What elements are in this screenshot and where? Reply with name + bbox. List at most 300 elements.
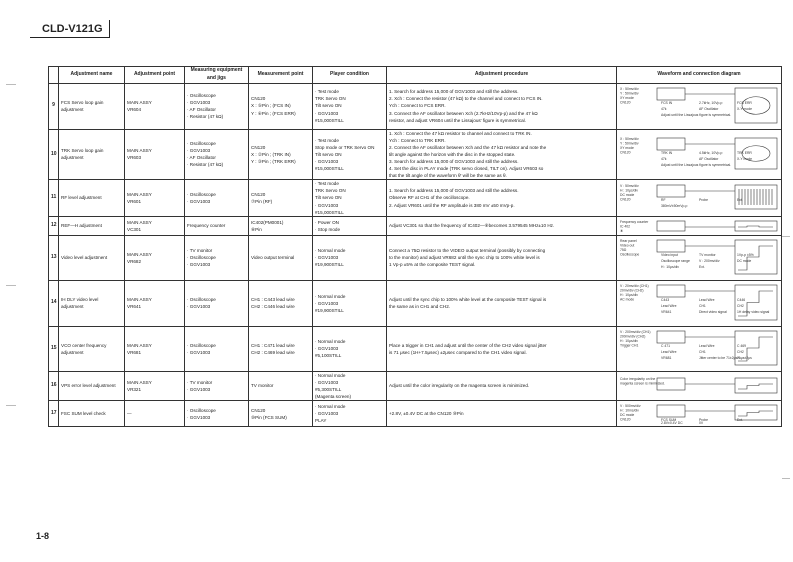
diagram-label: CH2: [737, 303, 744, 308]
diagram-label: FCS IN: [661, 100, 673, 105]
player-condition-line: #5,100STILL: [315, 353, 342, 359]
row-number: 13: [49, 235, 59, 280]
player-condition-line: TRK Servo ON: [315, 96, 346, 102]
diagram-label: 380mV±50mVp-p: [661, 204, 688, 209]
adjustment-procedure-line: 2. Adjust VR601 until the RF amplitude is 380 mV ±50 mVp-p.: [389, 202, 515, 208]
waveform-cell: [617, 129, 782, 180]
player-condition-line: PLAY: [315, 418, 327, 424]
diagram-label: Video out: [620, 243, 635, 248]
waveform-diagram: [617, 401, 782, 426]
player-condition: [313, 280, 387, 326]
margin-mark: [782, 478, 790, 479]
diagram-label: CN120: [620, 417, 631, 422]
row-number: 15: [49, 326, 59, 371]
adjustment-procedure-line: tilt angle against the horizon with the disc in the stopped state.: [389, 151, 516, 157]
diagram-label: RF: [661, 198, 666, 203]
diagram-label: CH2: [737, 349, 744, 354]
waveform-diagram: [617, 236, 782, 280]
player-condition-line: #19,900STILL: [315, 262, 344, 268]
diagram-label: 71μs±2μs: [737, 355, 752, 360]
adjustment-point: [125, 401, 185, 427]
diagram-label: C 471: [661, 343, 671, 348]
adjustment-name-line: FCS Servo loop gain: [61, 99, 104, 105]
row-number: 11: [49, 180, 59, 217]
adjustment-name: [59, 401, 125, 427]
player-condition-line: · Test mode: [315, 181, 339, 187]
adjustment-table: [48, 66, 782, 427]
adjustment-procedure-line: Adjust until the color irregularity on the magenta screen is minimized.: [389, 383, 530, 389]
adjustment-point: [125, 180, 185, 217]
adjustment-procedure-line: Ych : Connect to TRK ERR.: [389, 137, 446, 143]
player-condition: [313, 83, 387, 129]
player-condition: [313, 326, 387, 371]
diagram-label: Adjust until the Lissajous figure is symmetrical.: [661, 112, 732, 117]
adjustment-procedure-line: Ych : Connect to FCS ERR.: [389, 103, 446, 109]
player-condition-line: Stop mode or TRK Servo ON: [315, 144, 375, 150]
table-row: [49, 216, 782, 235]
player-condition: [313, 129, 387, 180]
diagram-label: 47k: [661, 106, 667, 111]
diagram-label: 2.7kHz, 10Vp-p: [699, 100, 723, 105]
diagram-label: Y : 50mv/div: [620, 141, 639, 146]
adjustment-name-line: Video level adjustment: [61, 255, 108, 261]
adjustment-point-line: MAIN ASSY: [127, 148, 152, 154]
diagram-label: H : 10μs/div: [620, 188, 638, 193]
measuring-equipment-line: · GGV1003: [187, 262, 211, 268]
measurement-point-line: ⑧Pin: [251, 226, 262, 232]
waveform-diagram: [617, 217, 782, 235]
measuring-equipment-line: · Oscilloscope: [187, 297, 216, 303]
lissajous-trace: [742, 96, 770, 114]
row-number: 17: [49, 401, 59, 427]
col-header: Measurement point: [249, 67, 313, 84]
adjustment-point: [125, 216, 185, 235]
measurement-point: [249, 371, 313, 400]
measurement-point: [249, 216, 313, 235]
player-condition-line: · Stop mode: [315, 226, 341, 232]
diagram-label: CN120: [620, 100, 631, 104]
diagram-label: V : 200mv/div: [699, 258, 720, 263]
waveform-cell: [617, 180, 782, 217]
diagram-label: Probe: [699, 418, 709, 423]
diagram-label: 4.5kHz, 10Vp-p: [699, 150, 723, 155]
adjustment-point-line: VR682: [127, 258, 142, 264]
diagram-label: Probe: [699, 198, 709, 203]
diagram-label: Adjust until the Lissajous figure is symmetrical.: [661, 162, 732, 167]
adjustment-point-line: VR321: [127, 387, 142, 393]
measurement-point-line: Y : ⑥Pin ; (FCS ERR): [251, 110, 296, 116]
adjustment-procedure-line: the same as in CH1 and CH2.: [389, 304, 451, 310]
table-row: [49, 371, 782, 400]
adjustment-point-line: MAIN ASSY: [127, 379, 152, 385]
diagram-label: C 469: [737, 343, 747, 348]
table-header-row: [49, 67, 782, 84]
player-condition-line: · GGV1003: [315, 300, 339, 306]
diagram-label: V : 50mv/div: [620, 184, 639, 189]
diagram-label: V : 500mv/div: [620, 404, 641, 409]
player-condition-line: #19,900STILL: [315, 307, 344, 313]
diagram-label: C446: [737, 297, 746, 302]
diagram-label: TRK ERR: [737, 150, 752, 155]
adjustment-procedure-line: to the monitor) and adjust VR682 until the sync chip to 100% white level is: [389, 255, 540, 261]
adjustment-name-line: IH DLY video level: [61, 297, 99, 303]
diagram-label: 2.8V±0.4V DC: [661, 421, 683, 426]
table-row: [49, 129, 782, 180]
scope-screen: [735, 88, 777, 123]
connector-box: [657, 240, 685, 252]
table-row: [49, 326, 782, 371]
diagram-label: Color irregularity on the: [620, 376, 656, 381]
connector-box: [657, 138, 685, 150]
player-condition-line: · Power ON: [315, 219, 339, 225]
row-number: 14: [49, 280, 59, 326]
adjustment-name: [59, 216, 125, 235]
waveform-diagram: [617, 181, 782, 215]
measuring-equipment-line: · AF Oscillator: [187, 155, 216, 161]
adjustment-procedure-line: Connect a 75Ω resistor to the VIDEO output terminal (possibly by connecting: [389, 248, 546, 254]
adjustment-procedure-line: Place a trigger in CH1 and adjust until the center of the CH2 video signal jitter: [389, 342, 547, 348]
measurement-point-line: Video output terminal: [251, 255, 295, 261]
player-condition-line: Tilt servo ON: [315, 103, 342, 109]
player-condition-line: · Normal mode: [315, 339, 346, 345]
waveform-diagram: [617, 84, 782, 129]
measuring-equipment: [185, 326, 249, 371]
diagram-label: VR681: [661, 355, 672, 360]
player-condition-line: · GGV1003: [315, 255, 339, 261]
table-row: [49, 280, 782, 326]
adjustment-procedure-line: 4. Set the disc in PLAY mode (TRK servo closed, TILT on). Adjust VR603 so: [389, 166, 544, 172]
player-condition-line: (Magenta screen): [315, 394, 352, 400]
measurement-point: [249, 180, 313, 217]
player-condition-line: · Normal mode: [315, 248, 346, 254]
adjustment-point-line: VC301: [127, 226, 142, 232]
measuring-equipment-line: · GGV1003: [187, 387, 211, 393]
player-condition-line: #15,000STILL: [315, 117, 344, 123]
margin-mark: [6, 405, 16, 406]
diagram-label: FCS ERR: [737, 100, 752, 105]
measurement-point-line: X : ②Pin ; (TRK IN): [251, 151, 291, 157]
margin-mark: [6, 285, 16, 286]
adjustment-name-line: RF level adjustment: [61, 195, 102, 201]
measuring-equipment-line: · Oscilloscope: [187, 141, 216, 147]
connector-box: [657, 331, 685, 343]
adjustment-procedure: [387, 280, 617, 326]
measurement-point: [249, 326, 313, 371]
diagram-label: 200mv/div (CH2): [620, 334, 646, 339]
waveform-cell: [617, 371, 782, 400]
measurement-point-line: TV monitor: [251, 383, 274, 389]
diagram-label: TV monitor: [699, 252, 716, 257]
measuring-equipment-line: · GGV1003: [187, 304, 211, 310]
diagram-label: X : 50mv/div: [620, 86, 639, 91]
adjustment-name-line: VCO center frequency: [61, 342, 107, 348]
adjustment-name: [59, 326, 125, 371]
diagram-label: TRK IN: [661, 150, 673, 155]
connector-box: [657, 405, 685, 417]
adjustment-point-line: VR681: [127, 349, 142, 355]
adjustment-name-line: adjustment: [61, 155, 84, 161]
adjustment-point-line: MAIN ASSY: [127, 251, 152, 257]
measurement-point-line: CN120: [251, 407, 266, 413]
col-header: Waveform and connection diagram: [617, 67, 782, 84]
adjustment-name-line: VPS error level adjustment: [61, 383, 116, 389]
signal-trace: [738, 246, 773, 270]
waveform-diagram: [617, 327, 782, 371]
player-condition-line: · Normal mode: [315, 372, 346, 378]
adjustment-point-line: MAIN ASSY: [127, 219, 152, 225]
diagram-label: 75Ω: [620, 247, 627, 252]
measuring-equipment-line: · GGV1003: [187, 148, 211, 154]
measurement-point-line: CN120: [251, 96, 266, 102]
adjustment-name-line: TRK Servo loop gain: [61, 148, 104, 154]
adjustment-procedure-line: 1. Search for address 15,000 of GGV1003 and still the address.: [389, 89, 519, 95]
diagram-label: CH1: [699, 303, 706, 308]
measuring-equipment-line: · Oscilloscope: [187, 255, 216, 261]
waveform-diagram: [617, 281, 782, 326]
adjustment-procedure-line: that the tilt angle of the waveform θ' will be the same as θ.: [389, 173, 507, 179]
measuring-equipment: [185, 401, 249, 427]
adjustment-name: [59, 83, 125, 129]
measuring-equipment: [185, 280, 249, 326]
measurement-point-line: ⑦Pin (RF): [251, 199, 273, 205]
col-header: Adjustment procedure: [387, 67, 617, 84]
adjustment-procedure-line: Adjust VC301 so that the frequency of IC402—⑧becomes 3.579545 MHz±10 Hz.: [389, 223, 555, 229]
adjustment-procedure-line: 2. Connect the AF oscillator between Xch and the 47 kΩ resistor and note the: [389, 144, 547, 150]
diagram-label: Jitter center to be 71±2μsec: [699, 355, 741, 360]
measurement-point: [249, 129, 313, 180]
diagram-label: Lead Wire: [699, 297, 715, 302]
measuring-equipment: [185, 216, 249, 235]
diagram-label: Lead Wire: [661, 349, 677, 354]
connector-box: [657, 185, 685, 197]
table-row: [49, 180, 782, 217]
measuring-equipment-line: · Oscilloscope: [187, 407, 216, 413]
table-row: [49, 235, 782, 280]
waveform-cell: [617, 280, 782, 326]
adjustment-procedure-line: resistor, and adjust VR604 until the Lissajous' figure is symmetrical.: [389, 117, 526, 123]
adjustment-name-line: adjustment: [61, 107, 84, 112]
signal-trace: [738, 226, 773, 227]
col-header: Adjustment point: [125, 67, 185, 84]
adjustment-name: [59, 371, 125, 400]
diagram-label: X-Y mode: [737, 106, 753, 111]
diagram-label: V : 20mv/div (CH1): [620, 283, 649, 288]
player-condition: [313, 180, 387, 217]
diagram-label: 1H delay video signal: [737, 309, 770, 314]
measurement-point-line: CN120: [251, 144, 266, 150]
adjustment-procedure: [387, 180, 617, 217]
waveform-cell: [617, 216, 782, 235]
measurement-point: [249, 280, 313, 326]
measuring-equipment-line: · Resistor (47 kΩ): [187, 162, 224, 168]
player-condition: [313, 235, 387, 280]
measurement-point-line: CH2 : C469 lead wire: [251, 349, 295, 355]
player-condition-line: · Normal mode: [315, 404, 346, 410]
adjustment-point: [125, 129, 185, 180]
adjustment-procedure-line: Observe RF at CH1 of the oscilloscope.: [389, 195, 470, 201]
diagram-label: DC mode: [737, 258, 752, 263]
table-row: [49, 401, 782, 427]
diagram-label: CN120: [620, 150, 631, 155]
player-condition-line: · Normal mode: [315, 293, 346, 299]
diagram-label: XY mode: [620, 145, 634, 150]
measurement-point: [249, 235, 313, 280]
adjustment-point-line: VR603: [127, 155, 142, 161]
measuring-equipment-line: · TV monitor: [187, 379, 213, 385]
diagram-label: ⑧: [620, 228, 624, 233]
adjustment-name: [59, 235, 125, 280]
player-condition-line: · GGV1003: [315, 202, 339, 208]
adjustment-point: [125, 280, 185, 326]
diagram-label: 0V: [699, 421, 704, 426]
measurement-point: [249, 83, 313, 129]
diagram-label: FCS SUM: [661, 418, 677, 423]
diagram-label: Ext.: [699, 264, 705, 269]
measurement-point-line: ⑩Pin (FCS SUM): [251, 414, 287, 420]
adjustment-point: [125, 326, 185, 371]
model-title: CLD-V121G: [30, 20, 110, 38]
waveform-cell: [617, 83, 782, 129]
adjustment-name-line: adjustment: [61, 304, 84, 310]
player-condition-line: Tilt servo ON: [315, 195, 342, 201]
measurement-point-line: CH1 : C443 lead wire: [251, 297, 295, 303]
connector-box: [657, 221, 685, 231]
adjustment-procedure-line: 3. Connect the AF oscillator between Xch (2.7kHz/10Vp-p) and the 47 kΩ: [389, 110, 538, 116]
adjustment-procedure-line: Adjust until the sync chip to 100% white level at the composite TEST signal is: [389, 297, 547, 303]
measuring-equipment-line: · GGV1003: [187, 99, 211, 105]
diagram-label: Oscilloscope range: [661, 258, 690, 263]
player-condition-line: Tilt servo ON: [315, 151, 342, 157]
adjustment-point-line: MAIN ASSY: [127, 342, 152, 348]
diagram-label: Ext.: [737, 418, 743, 423]
diagram-label: Direct video signal: [699, 309, 727, 314]
measuring-equipment: [185, 129, 249, 180]
diagram-label: Rear panel: [620, 238, 637, 243]
diagram-label: Lead Wire: [661, 303, 677, 308]
row-number: 16: [49, 371, 59, 400]
diagram-label: C443: [661, 297, 670, 302]
col-header: Measuring equipment and jigs: [185, 67, 249, 84]
player-condition: [313, 401, 387, 427]
player-condition-line: #5,300STILL: [315, 387, 342, 393]
diagram-label: 47k: [661, 156, 667, 161]
adjustment-point-line: MAIN ASSY: [127, 297, 152, 303]
diagram-label: V : 200mv/div (CH1): [620, 329, 651, 334]
adjustment-name: [59, 129, 125, 180]
measurement-point-line: CN120: [251, 191, 266, 197]
player-condition-line: #15,000STILL: [315, 209, 344, 215]
row-number: 12: [49, 216, 59, 235]
adjustment-point-line: VR604: [127, 107, 142, 112]
player-condition: [313, 371, 387, 400]
diagram-label: H : 10μs/div: [620, 338, 638, 343]
player-condition-line: · GGV1003: [315, 411, 339, 417]
diagram-label: Frequency counter: [620, 219, 649, 224]
measuring-equipment: [185, 83, 249, 129]
adjustment-procedure: [387, 401, 617, 427]
measuring-equipment-line: · Oscilloscope: [187, 342, 216, 348]
diagram-label: XY mode: [620, 95, 634, 100]
diagram-label: DC mode: [620, 413, 635, 418]
measuring-equipment-line: · Resistor (47 kΩ): [187, 114, 224, 120]
player-condition-line: · GGV1003: [315, 346, 339, 352]
diagram-label: H : 10ms/div: [620, 408, 639, 413]
measuring-equipment-line: · GGV1003: [187, 199, 211, 205]
diagram-label: DC mode: [620, 193, 635, 198]
player-condition-line: · GGV1003: [315, 158, 339, 164]
waveform-diagram: [617, 374, 782, 399]
diagram-label: CN120: [620, 197, 631, 202]
measurement-point-line: CH1 : C471 lead wire: [251, 342, 295, 348]
signal-trace: [738, 384, 773, 389]
adjustment-name-line: FSC SUM level check: [61, 411, 106, 417]
adjustment-procedure-line: 1. Xch : Connect the 47 kΩ resistor to channel and connect to TRK IN.: [389, 130, 532, 136]
adjustment-procedure: [387, 235, 617, 280]
measuring-equipment-line: · AF Oscillator: [187, 107, 216, 112]
measurement-point-line: IC402(PM0001): [251, 219, 284, 225]
margin-mark: [782, 236, 790, 237]
measurement-point: [249, 401, 313, 427]
adjustment-procedure-line: 3. Search for address 15,000 of GGV1003 and still the address.: [389, 158, 519, 164]
adjustment-point-line: VR641: [127, 304, 142, 310]
adjustment-procedure: [387, 129, 617, 180]
diagram-label: Video input: [661, 252, 678, 257]
diagram-label: Trigger CH1: [620, 343, 639, 348]
adjustment-point-line: —: [127, 411, 132, 417]
diagram-label: 1Vp-p ±5%: [737, 252, 754, 257]
player-condition-line: #15,000STILL: [315, 166, 344, 172]
measuring-equipment: [185, 180, 249, 217]
waveform-diagram: [617, 134, 782, 175]
page-number: 1-8: [36, 531, 50, 541]
measurement-point-line: X : ⑤Pin ; (FCS IN): [251, 103, 291, 109]
row-number: 9: [49, 83, 59, 129]
diagram-label: H : 10μs/div: [661, 264, 679, 269]
adjustment-point-line: MAIN ASSY: [127, 191, 152, 197]
diagram-label: 20mv/div (CH2): [620, 288, 644, 293]
diagram-label: magenta screen is minimized.: [620, 381, 665, 386]
col-header: Player condition: [313, 67, 387, 84]
scope-screen: [735, 185, 777, 209]
margin-mark: [6, 84, 16, 85]
measuring-equipment-line: · GGV1003: [187, 414, 211, 420]
waveform-cell: [617, 401, 782, 427]
adjustment-procedure: [387, 83, 617, 129]
adjustment-name: [59, 280, 125, 326]
adjustment-point: [125, 83, 185, 129]
col-header: Adjustment name: [59, 67, 125, 84]
adjustment-point-line: MAIN ASSY: [127, 99, 152, 105]
measuring-equipment-line: · GGV1003: [187, 349, 211, 355]
waveform-cell: [617, 235, 782, 280]
adjustment-point-line: VR601: [127, 199, 142, 205]
diagram-label: VR641: [661, 309, 672, 314]
player-condition-line: · Test mode: [315, 89, 339, 95]
measurement-point-line: CH2 : C446 lead wire: [251, 304, 295, 310]
adjustment-name-line: adjustment: [61, 349, 84, 355]
table-row: [49, 83, 782, 129]
adjustment-procedure: [387, 216, 617, 235]
measuring-equipment-line: · Oscilloscope: [187, 92, 216, 98]
adjustment-procedure-line: is 71 μsec (1H+7.5μsec) ±2μsec compared to the CH1 video signal.: [389, 349, 527, 355]
diagram-label: X : 50mv/div: [620, 136, 639, 141]
waveform-cell: [617, 326, 782, 371]
adjustment-procedure-line: 2. Xch : Connect the resistor (47 kΩ) to the channel and connect to FCS IN.: [389, 96, 543, 102]
diagram-label: X-Y mode: [737, 156, 753, 161]
player-condition-line: · GGV1003: [315, 110, 339, 116]
col-header: [49, 67, 59, 84]
measuring-equipment: [185, 371, 249, 400]
